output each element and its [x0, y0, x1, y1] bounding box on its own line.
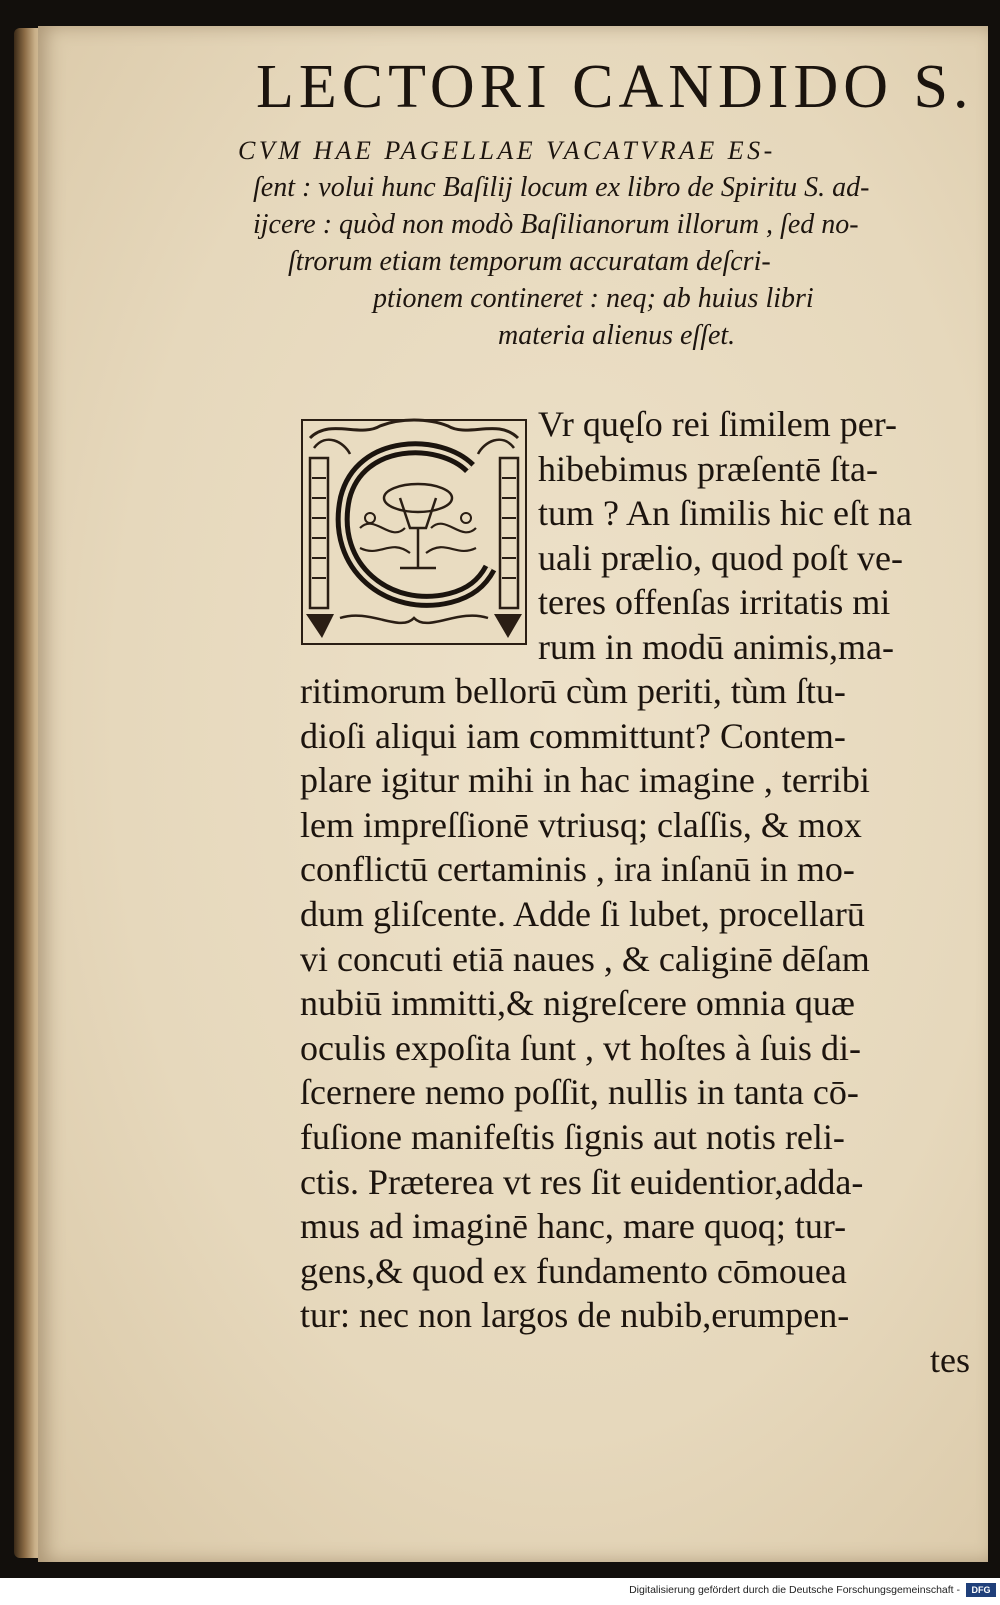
body-line: dioſi aliqui iam committunt? Contem- [300, 715, 846, 756]
body-line: rum in modū animis,ma- [538, 626, 894, 667]
body-line: plare igitur mihi in hac imagine , terribi [300, 760, 870, 801]
body-line: lem impreſſionē vtriusq; claſſis, & mox [300, 804, 862, 845]
body-line: tes [930, 1339, 970, 1380]
body-line: ctis. Præterea vt res ſit euidentior,adda- [300, 1161, 864, 1202]
footer-bar [0, 1578, 1000, 1605]
body-line: mus ad imaginē hanc, mare quoq; tur- [300, 1206, 847, 1247]
body-line: teres offenſas irritatis mi [538, 582, 891, 623]
body-line: fuſione manifeſtis ſignis aut notis reli- [300, 1116, 845, 1157]
body-line: vi concuti etiā naues , & caliginē dēſam [300, 938, 870, 979]
body-line: conflictū certaminis , ira inſanū in mo- [300, 849, 855, 890]
footer-credit: Digitalisierung gefördert durch die Deutsche Forschungsgemeinschaft - [629, 1584, 960, 1596]
page-title: LECTORI CANDIDO S. [256, 53, 974, 121]
intro-line: ſtrorum etiam temporum accuratam deſcri- [288, 246, 771, 277]
body-line: oculis expoſita ſunt , vt hoſtes à ſuis di- [300, 1027, 861, 1068]
body-text-beside-initial [538, 402, 978, 670]
intro-line: ptionem contineret : neq; ab huius libri [373, 283, 814, 314]
body-text [300, 669, 980, 1383]
intro-line: materia alienus eſſet. [498, 320, 736, 351]
body-line: tum ? An ſimilis hic eſt na [538, 493, 912, 534]
body-line: ritimorum bellorū cùm periti, tùm ſtu- [300, 671, 846, 711]
body-line: uali prælio, quod poſt ve- [538, 537, 903, 578]
decorated-initial-c [300, 418, 528, 646]
intro-paragraph [238, 132, 978, 354]
body-line: tur: nec non largos de nubib,erumpen- [300, 1295, 850, 1336]
body-line: ſcernere nemo poſſit, nullis in tanta cō- [300, 1072, 859, 1113]
intro-line: ſent : volui hunc Baſilij locum ex libro de Spiritu S. ad- [253, 172, 870, 203]
dfg-logo-icon: DFG [966, 1583, 996, 1597]
body-line: hibebimus præſentē ſta- [538, 448, 878, 489]
book-page [38, 26, 988, 1562]
body-line: dum gliſcente. Adde ſi lubet, procellarū [300, 893, 865, 934]
body-line: gens,& quod ex fundamento cōmouea [300, 1250, 847, 1291]
body-line: Vr quęſo rei ſimilem per- [538, 404, 897, 444]
intro-line: CVM HAE PAGELLAE VACATVRAE ES- [238, 136, 776, 165]
intro-line: ijcere : quòd non modò Baſilianorum illorum , ſed no- [253, 209, 859, 240]
body-line: nubiū immitti,& nigreſcere omnia quæ [300, 983, 855, 1024]
